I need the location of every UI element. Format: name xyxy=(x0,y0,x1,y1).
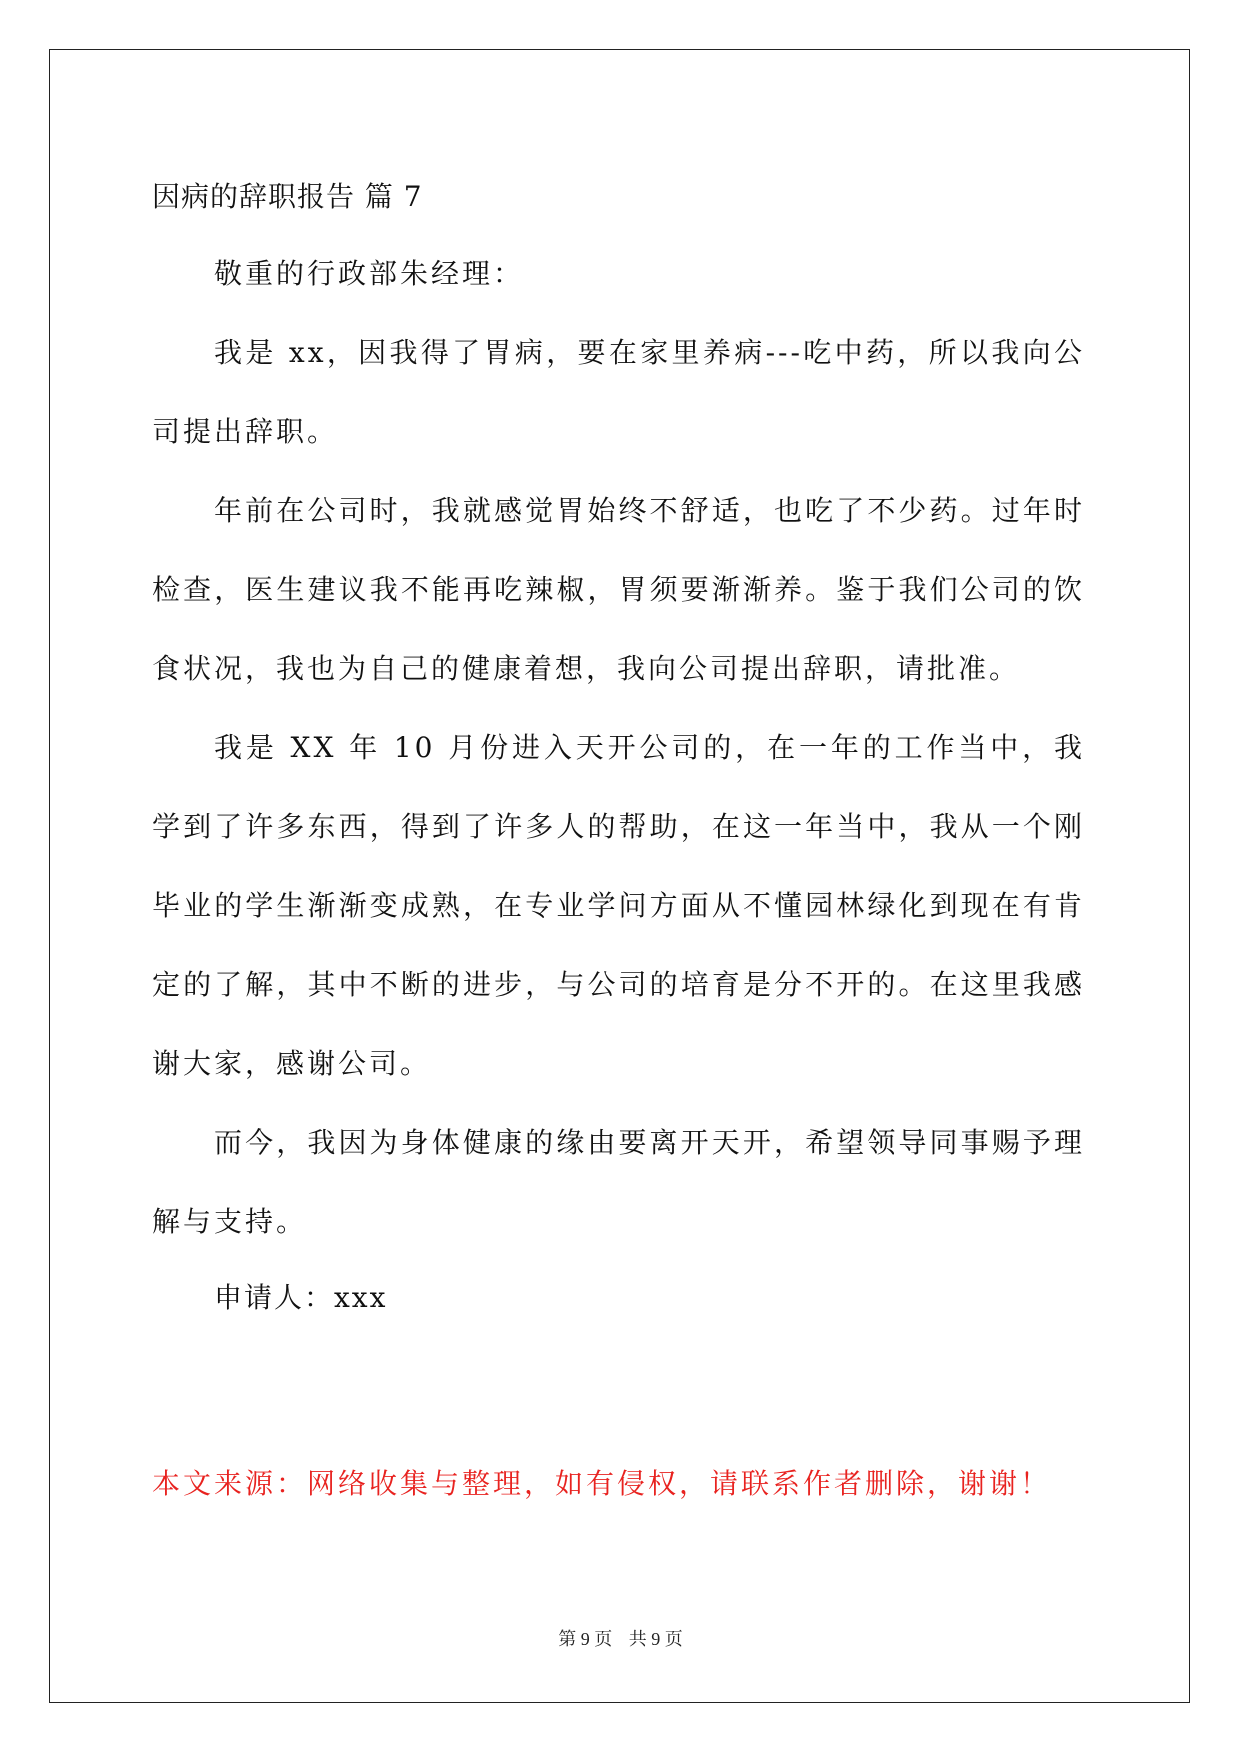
paragraph-3: 我是 XX 年 10 月份进入天开公司的，在一年的工作当中，我学到了许多东西，得到了许多人的帮助，在这一年当中，我从一个刚毕业的学生渐渐变成熟，在专业学问方面从不懂园林绿化到现在有肯定的了解，其中不断的进步，与公司的培育是分不开的。在这里我感谢大家，感谢公司。 xyxy=(152,731,1085,1080)
greeting: 敬重的行政部朱经理： xyxy=(214,257,525,290)
page-footer xyxy=(0,1625,1241,1651)
paragraph-1: 我是 xx，因我得了胃病，要在家里养病---吃中药，所以我向公司提出辞职。 xyxy=(152,336,1085,448)
paragraph-2: 年前在公司时，我就感觉胃始终不舒适，也吃了不少药。过年时检查，医生建议我不能再吃辣椒，胃须要渐渐养。鉴于我们公司的饮食状况，我也为自己的健康着想，我向公司提出辞职，请批准。 xyxy=(152,494,1085,685)
signature-line: 申请人：xxx xyxy=(214,1281,388,1314)
source-note: 本文来源：网络收集与整理，如有侵权，请联系作者删除，谢谢！ xyxy=(152,1467,1052,1500)
page-number-current: 第 9 页 xyxy=(558,1629,613,1649)
document-title: 因病的辞职报告 篇 7 xyxy=(152,180,423,213)
paragraph-4: 而今，我因为身体健康的缘由要离开天开，希望领导同事赐予理解与支持。 xyxy=(152,1126,1085,1238)
page-number-total: 共 9 页 xyxy=(628,1629,683,1649)
document-body xyxy=(152,160,1085,1335)
